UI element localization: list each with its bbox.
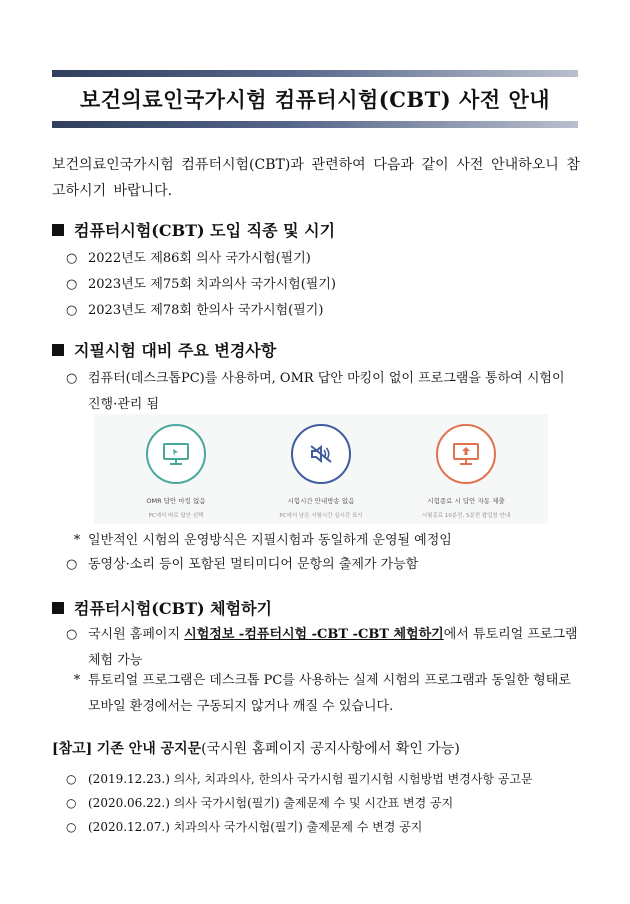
circle-bullet-icon: ○	[66, 627, 78, 642]
section-heading-cbt-introduction	[52, 218, 335, 241]
circle-bullet-icon: ○	[66, 371, 78, 386]
list-item	[66, 668, 580, 720]
feature-block-omr	[106, 424, 246, 519]
circle-bullet-icon: ○	[66, 277, 78, 292]
list-item	[66, 528, 580, 554]
list-item-text: 컴퓨터(데스크톱PC)를 사용하며, OMR 답안 마킹이 없이 프로그램을 통하여 시험이 진행·관리 됨	[88, 371, 565, 412]
list-item-text: 튜토리얼 프로그램은 데스크톱 PC를 사용하는 실제 시험의 프로그램과 동일한 형태로 모바일 환경에서는 구동되지 않거나 깨질 수 있습니다.	[88, 673, 571, 714]
circle-bullet-icon: ○	[66, 557, 78, 572]
reference-label: [참고]	[52, 741, 93, 757]
list-item	[66, 790, 580, 816]
list-item-text: (2019.12.23.) 의사, 치과의사, 한의사 국가시험 필기시험 시험방법 변경사항 공고문	[88, 772, 533, 786]
section-heading-text: 컴퓨터시험(CBT) 체험하기	[74, 599, 272, 618]
feature-subcaption: PC에서 남은 시험시간 실시간 표시	[279, 513, 363, 519]
intro-paragraph: 보건의료인국가시험 컴퓨터시험(CBT)과 관련하여 다음과 같이 사전 안내하오니 참고하시기 바랍니다.	[52, 157, 580, 199]
circle-bullet-icon: ○	[66, 772, 77, 786]
list-item	[66, 298, 580, 324]
section-heading-cbt-experience	[52, 596, 272, 619]
reference-heading-text: 기존 안내 공지문	[96, 741, 202, 757]
list-item-text	[88, 622, 580, 674]
list-item	[66, 246, 580, 272]
list-item	[66, 272, 580, 298]
list-item	[66, 552, 580, 578]
reference-heading	[52, 738, 460, 758]
list-item-text-before: 국시원 홈페이지	[88, 627, 185, 642]
upload-icon	[436, 424, 496, 484]
reference-note: (국시원 홈페이지 공지사항에서 확인 가능)	[201, 741, 460, 757]
list-item-text: 2023년도 제75회 치과의사 국가시험(필기)	[88, 277, 336, 292]
square-bullet-icon	[52, 602, 64, 614]
speaker-mute-icon	[291, 424, 351, 484]
monitor-icon	[146, 424, 206, 484]
circle-bullet-icon: ○	[66, 303, 78, 318]
square-bullet-icon	[52, 344, 64, 356]
title-top-bar	[52, 70, 578, 77]
feature-caption: OMR 답안 마킹 없음	[146, 497, 206, 505]
cbt-features-image	[94, 414, 548, 524]
feature-caption: 시험종료 시 답안 자동 제출	[427, 497, 505, 505]
circle-bullet-icon: ○	[66, 796, 77, 810]
cbt-experience-link[interactable]: 시험정보 -컴퓨터시험 -CBT -CBT 체험하기	[184, 627, 444, 642]
list-item	[66, 622, 580, 674]
feature-caption: 시험시간 안내방송 없음	[287, 497, 355, 505]
list-item-text: 일반적인 시험의 운영방식은 지필시험과 동일하게 운영될 예정임	[88, 533, 452, 548]
asterisk-bullet-icon: *	[73, 533, 81, 548]
page-title: 보건의료인국가시험 컴퓨터시험(CBT) 사전 안내	[79, 87, 551, 112]
circle-bullet-icon: ○	[66, 251, 78, 266]
feature-subcaption: 시험종료 10분전, 5분전 팝업창 안내	[421, 513, 511, 519]
square-bullet-icon	[52, 224, 64, 236]
feature-subcaption: PC에서 바로 답안 선택	[148, 513, 204, 519]
list-item	[66, 766, 580, 792]
list-item-text: 2023년도 제78회 한의사 국가시험(필기)	[88, 303, 324, 318]
section-heading-text: 컴퓨터시험(CBT) 도입 직종 및 시기	[74, 221, 336, 240]
list-item	[66, 814, 580, 840]
list-item-text-after: 에서 튜토리얼 프로그램 체험 가능	[88, 627, 578, 668]
feature-block-auto-submit	[396, 424, 536, 519]
list-item-text: (2020.12.07.) 치과의사 국가시험(필기) 출제문제 수 변경 공지	[88, 820, 423, 834]
title-bottom-bar	[52, 121, 578, 128]
circle-bullet-icon: ○	[66, 820, 77, 834]
list-item-text: 동영상·소리 등이 포함된 멀티미디어 문항의 출제가 가능함	[88, 557, 419, 572]
section-heading-major-changes	[52, 338, 276, 361]
asterisk-bullet-icon: *	[73, 673, 81, 688]
feature-block-announcement	[251, 424, 391, 519]
list-item-text: (2020.06.22.) 의사 국가시험(필기) 출제문제 수 및 시간표 변경 공지	[88, 796, 454, 810]
list-item	[66, 366, 580, 418]
section-heading-text: 지필시험 대비 주요 변경사항	[74, 341, 277, 360]
list-item-text: 2022년도 제86회 의사 국가시험(필기)	[88, 251, 311, 266]
